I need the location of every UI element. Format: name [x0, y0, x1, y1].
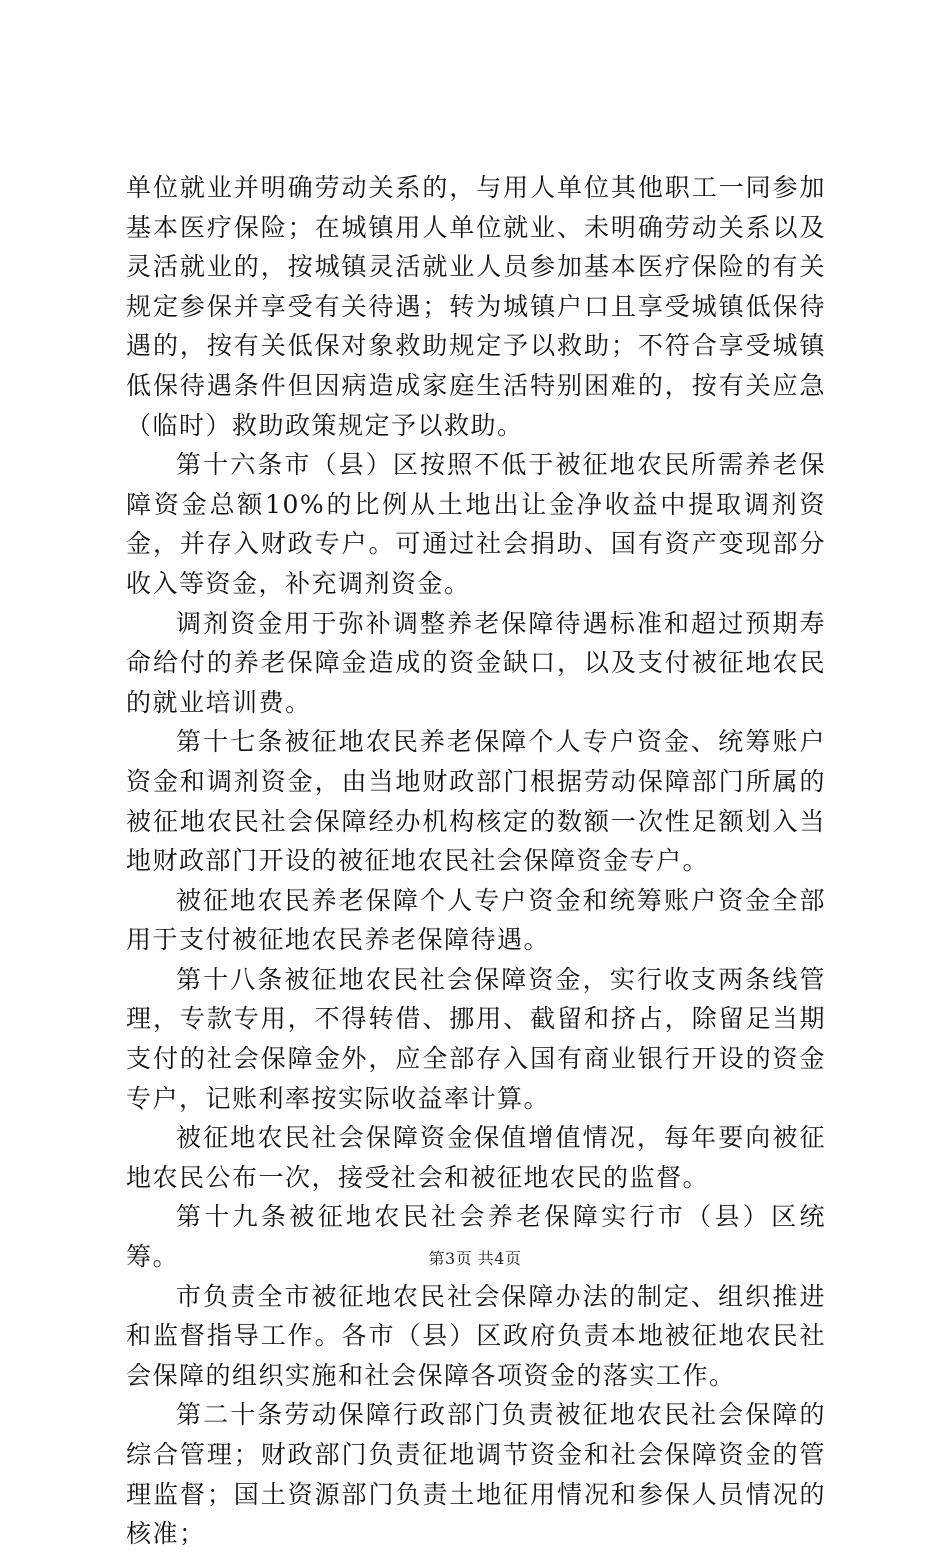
- paragraph-continuation: 单位就业并明确劳动关系的，与用人单位其他职工一同参加基本医疗保险；在城镇用人单位就业、未明确劳动关系以及灵活就业的，按城镇灵活就业人员参加基本医疗保险的有关规定参保并享受有关待遇；转为城镇户口且享受城镇低保待遇的，按有关低保对象救助规定予以救助；不符合享受城镇低保待遇条件但因病造成家庭生活特别困难的，按有关应急（临时）救助政策规定予以救助。: [126, 173, 826, 440]
- document-body: [126, 168, 826, 1554]
- paragraph-fund-disclosure: 被征地农民社会保障资金保值增值情况，每年要向被征地农民公布一次，接受社会和被征地农民的监督。: [126, 1123, 826, 1192]
- paragraph-article-16: 第十六条市（县）区按照不低于被征地农民所需养老保障资金总额10%的比例从土地出让金净收益中提取调剂资金，并存入财政专户。可通过社会捐助、国有资产变现部分收入等资金，补充调剂资金。: [126, 450, 826, 598]
- paragraph-fund-usage: 被征地农民养老保障个人专户资金和统筹账户资金全部用于支付被征地农民养老保障待遇。: [126, 885, 826, 955]
- paragraph-article-18: 第十八条被征地农民社会保障资金，实行收支两条线管理，专款专用，不得转借、挪用、截留和挤占，除留足当期支付的社会保障金外，应全部存入国有商业银行开设的资金专户，记账利率按实际收益率计算。: [126, 964, 826, 1113]
- page-footer: 第3页 共4页: [428, 1249, 522, 1268]
- paragraph-article-17: 第十七条被征地农民养老保障个人专户资金、统筹账户资金和调剂资金，由当地财政部门根据劳动保障部门所属的被征地农民社会保障经办机构核定的数额一次性足额划入当地财政部门开设的被征地农民社会保障资金专户。: [126, 727, 826, 876]
- paragraph-city-responsibility: 市负责全市被征地农民社会保障办法的制定、组织推进和监督指导工作。各市（县）区政府负责本地被征地农民社会保障的组织实施和社会保障各项资金的落实工作。: [126, 1281, 826, 1390]
- paragraph-article-19: 第十九条被征地农民社会养老保障实行市（县）区统筹。: [126, 1202, 826, 1272]
- paragraph-adjustment-fund-use: 调剂资金用于弥补调整养老保障待遇标准和超过预期寿命给付的养老保障金造成的资金缺口，以及支付被征地农民的就业培训费。: [126, 608, 826, 717]
- paragraph-article-20: 第二十条劳动保障行政部门负责被征地农民社会保障的综合管理；财政部门负责征地调节资金和社会保障资金的管理监督；国土资源部门负责土地征用情况和参保人员情况的核准；: [126, 1400, 826, 1549]
